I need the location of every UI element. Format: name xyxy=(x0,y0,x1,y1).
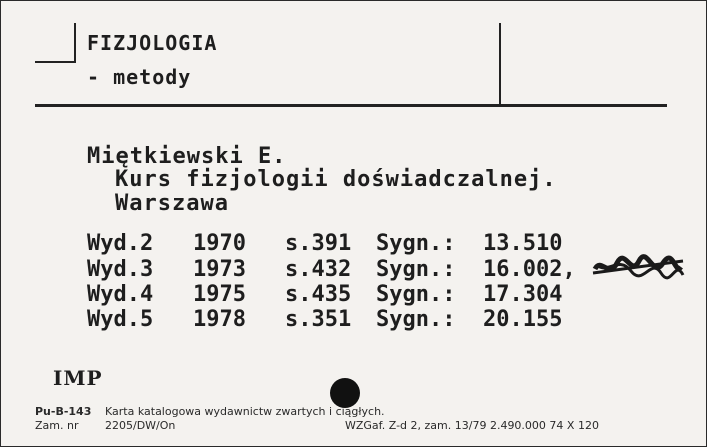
subject-short-rule xyxy=(35,61,75,63)
signature-number: 16.002, xyxy=(483,257,576,282)
edition-year: 1978 xyxy=(193,307,246,332)
order-label: Zam. nr xyxy=(35,419,79,432)
order-number: 2205/DW/On xyxy=(105,419,176,432)
edition-label: Wyd.4 xyxy=(87,282,154,307)
punch-hole xyxy=(330,378,360,408)
printer-info: WZGaf. Z-d 2, zam. 13/79 2.490.000 74 X 120 xyxy=(345,419,599,432)
edition-year: 1973 xyxy=(193,257,246,282)
subject-left-rule xyxy=(74,23,76,63)
edition-pages: s.435 xyxy=(285,282,352,307)
signature-label: Sygn.: xyxy=(376,231,456,256)
header-bottom-rule xyxy=(35,104,667,107)
edition-label: Wyd.2 xyxy=(87,231,154,256)
publication-place: Warszawa xyxy=(115,191,229,216)
signature-label: Sygn.: xyxy=(376,282,456,307)
signature-label: Sygn.: xyxy=(376,257,456,282)
edition-year: 1970 xyxy=(193,231,246,256)
edition-year: 1975 xyxy=(193,282,246,307)
author: Miętkiewski E. xyxy=(87,144,287,169)
edition-pages: s.391 xyxy=(285,231,352,256)
book-title: Kurs fizjologii doświadczalnej. xyxy=(115,167,557,192)
edition-label: Wyd.3 xyxy=(87,257,154,282)
signature-number: 20.155 xyxy=(483,307,563,332)
form-description: Karta katalogowa wydawnictw zwartych i ciągłych. xyxy=(105,405,385,418)
signature-number: 13.510 xyxy=(483,231,563,256)
signature-label: Sygn.: xyxy=(376,307,456,332)
edition-pages: s.432 xyxy=(285,257,352,282)
edition-label: Wyd.5 xyxy=(87,307,154,332)
subject-subheading: - metody xyxy=(87,65,192,89)
signature-number: 17.304 xyxy=(483,282,563,307)
subject-heading: FIZJOLOGIA xyxy=(87,31,218,55)
form-code: Pu-B-143 xyxy=(35,405,92,418)
header-right-rule xyxy=(499,23,501,105)
edition-pages: s.351 xyxy=(285,307,352,332)
imp-stamp: IMP xyxy=(53,366,103,390)
crossed-out-scribble xyxy=(591,249,685,285)
